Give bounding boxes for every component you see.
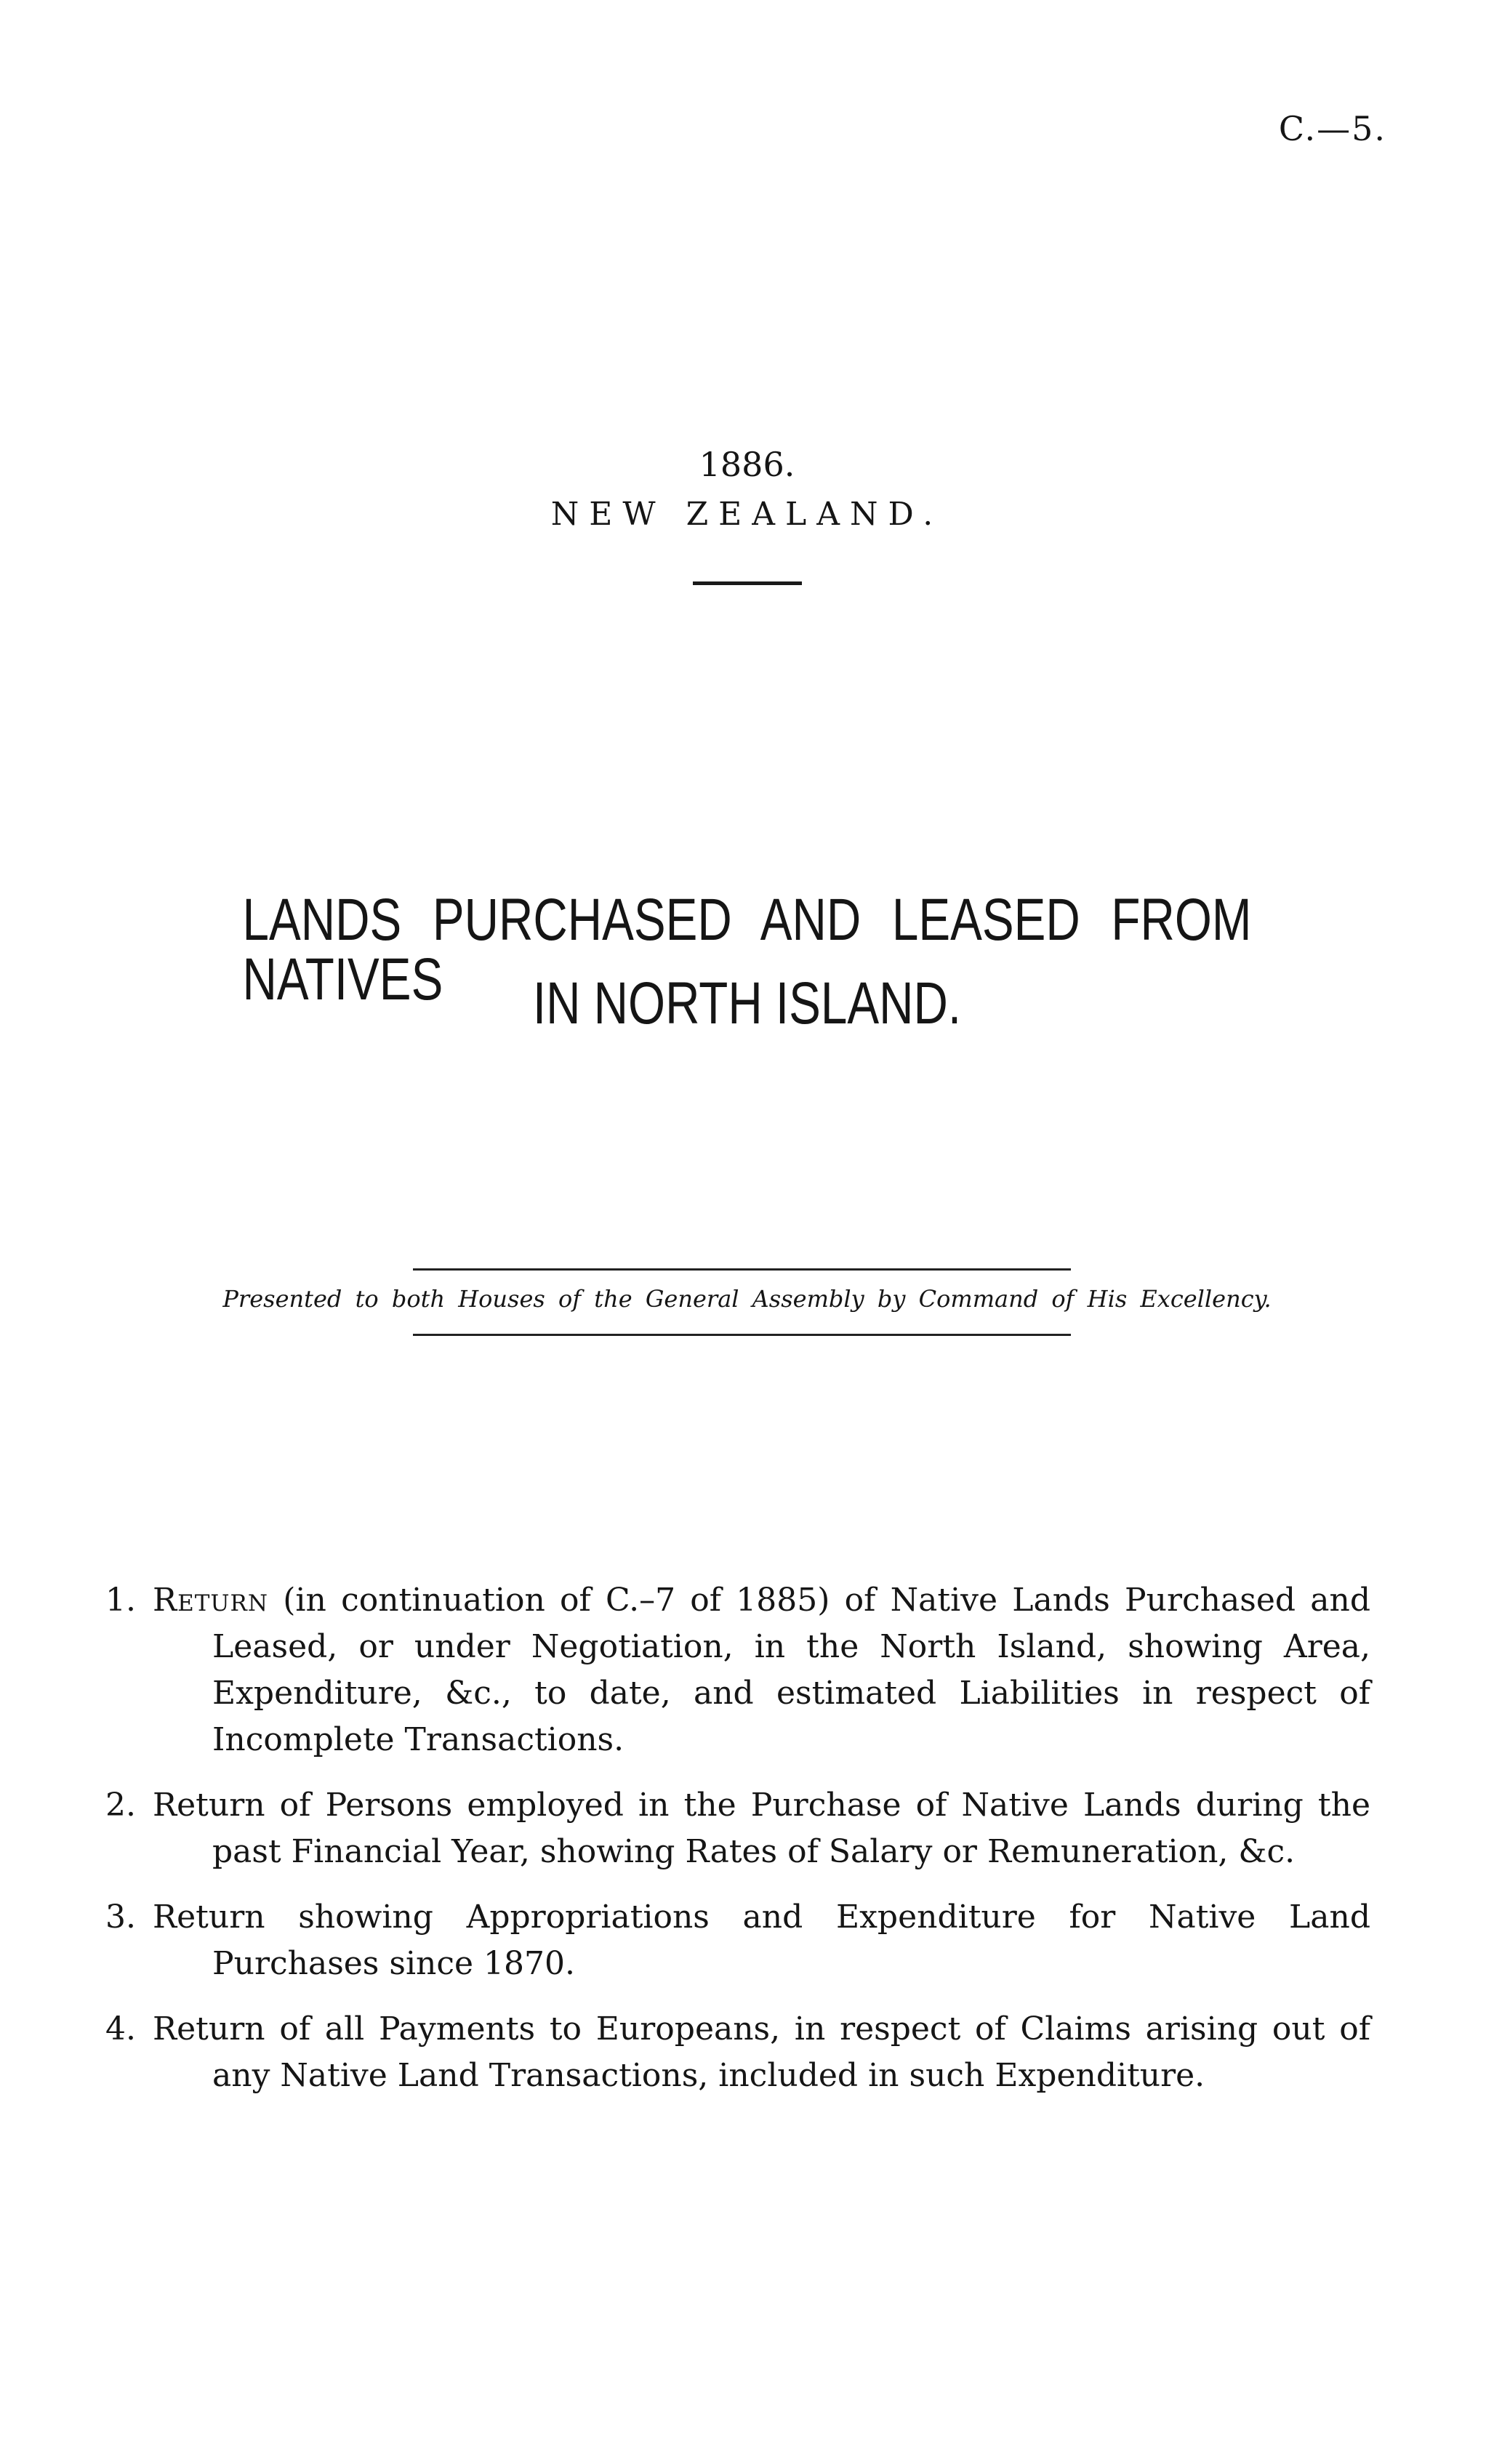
- return-text: (in continuation of C.–7 of 1885) of Native Lands Purchased and Leased, or under Negotiation, in the North Island, showing Area, Expenditure, &c., to date, and estimated Liabilities in respect of Incomplete Transactions.: [212, 1582, 1370, 1758]
- return-item-4: [105, 2006, 1370, 2099]
- presented-rule-top: [413, 1268, 1071, 1271]
- country-heading: NEW ZEALAND.: [550, 496, 944, 533]
- returns-list: [105, 1577, 1370, 2118]
- return-text: Return of all Payments to Europeans, in respect of Claims arising out of any Native Land Transactions, included in such Expenditure.: [153, 2010, 1370, 2094]
- presented-statement: Presented to both Houses of the General Assembly by Command of His Excellency.: [222, 1285, 1272, 1313]
- document-year: 1886.: [699, 445, 795, 484]
- return-text: Return showing Appropriations and Expenditure for Native Land Purchases since 1870.: [153, 1899, 1370, 1982]
- return-number: 1.: [105, 1582, 136, 1619]
- page-reference: C.—5.: [1278, 109, 1386, 148]
- return-item-3: [105, 1894, 1370, 1987]
- return-number: 3.: [105, 1899, 136, 1936]
- return-item-1: [105, 1577, 1370, 1763]
- heading-divider: [693, 581, 802, 585]
- return-lead-word: Return: [153, 1582, 269, 1619]
- title-line-1: LANDS PURCHASED AND LEASED FROM NATIVES: [242, 887, 1252, 1012]
- return-number: 4.: [105, 2010, 136, 2048]
- return-text: Return of Persons employed in the Purchase of Native Lands during the past Financial Year, showing Rates of Salary or Remuneration, &c.: [153, 1787, 1370, 1870]
- return-number: 2.: [105, 1787, 136, 1824]
- title-line-2: IN NORTH ISLAND.: [532, 970, 962, 1036]
- presented-rule-bottom: [413, 1334, 1071, 1336]
- return-item-2: [105, 1782, 1370, 1875]
